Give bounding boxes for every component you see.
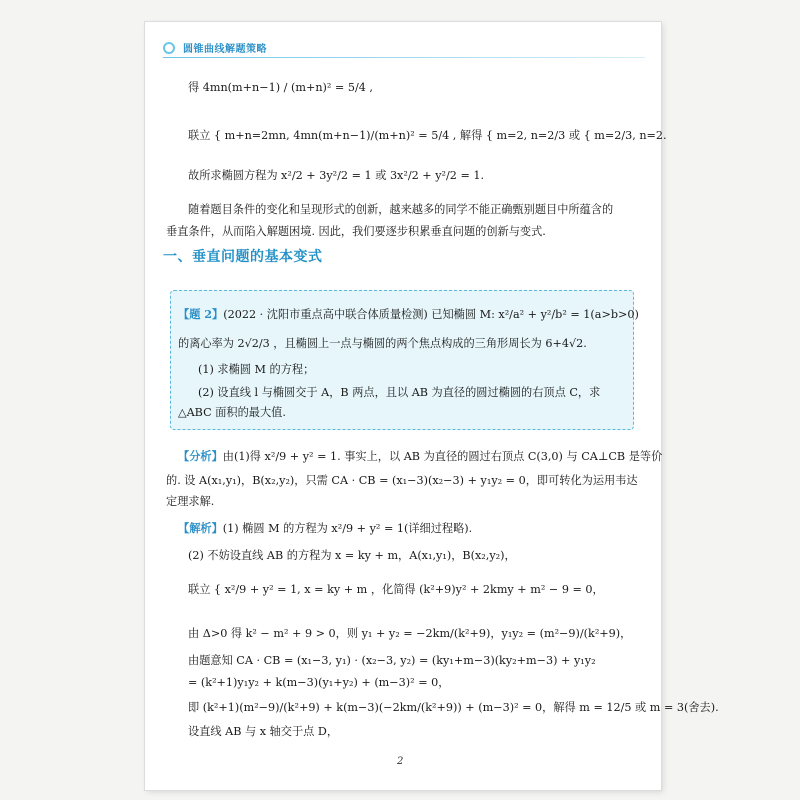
analysis-line-2: 的. 设 A(x₁,y₁)，B(x₂,y₂)，只需 CA · CB = (x₁−3)(x₂−3) + y₁y₂ = 0，即可转化为运用韦达 [166,474,638,487]
problem-line-1 [178,306,639,323]
equation-line-2: 联立 { m+n=2mn, 4mn(m+n−1)/(m+n)² = 5/4 , 解得 { m=2, n=2/3 或 { m=2/3, n=2. [188,129,667,142]
problem-line-3: (1) 求椭圆 M 的方程； [198,363,315,376]
analysis-line-3: 定理求解. [166,495,215,508]
solution-line-8: 设直线 AB 与 x 轴交于点 D， [188,725,339,738]
solution-line-2: (2) 不妨设直线 AB 的方程为 x = ky + m，A(x₁,y₁)，B(x₂,y₂)， [188,549,516,562]
solution-line-4: 由 Δ>0 得 k² − m² + 9 > 0，则 y₁ + y₂ = −2km/(k²+9)，y₁y₂ = (m²−9)/(k²+9)， [188,627,632,640]
analysis-tag: 【分析】 [178,449,223,463]
header-title: 圆锥曲线解题策略 [183,44,267,55]
solution-line-1 [178,520,472,537]
equation-line-3: 故所求椭圆方程为 x²/2 + 3y²/2 = 1 或 3x²/2 + y²/2 = 1. [188,169,485,182]
solution-line-3: 联立 { x²/9 + y² = 1, x = ky + m ，化简得 (k²+9)y² + 2kmy + m² − 9 = 0， [188,583,604,596]
equation-line-1: 得 4mn(m+n−1) / (m+n)² = 5/4 , [188,81,373,94]
section-title: 一、垂直问题的基本变式 [163,249,323,265]
circle-icon [163,42,179,54]
problem-tag: 【题 2】 [178,307,224,321]
problem-line-4: (2) 设直线 l 与椭圆交于 A，B 两点，且以 AB 为直径的圆过椭圆的右顶点 C，求 [198,386,601,399]
problem-line-5: △ABC 面积的最大值. [178,406,286,419]
paragraph-line-2: 垂直条件，从而陷入解题困境. 因此，我们要逐步积累垂直问题的创新与变式. [166,225,546,238]
running-header [163,40,267,55]
solution-line-5: 由题意知 CA · CB = (x₁−3, y₁) · (x₂−3, y₂) = (ky₁+m−3)(ky₂+m−3) + y₁y₂ [188,654,596,667]
solution-text-1: (1) 椭圆 M 的方程为 x²/9 + y² = 1(详细过程略). [222,522,473,535]
solution-tag: 【解析】 [178,521,223,535]
header-rule [163,57,645,58]
page-number: 2 [397,756,404,767]
problem-line-2: 的离心率为 2√2/3 ，且椭圆上一点与椭圆的两个焦点构成的三角形周长为 6+4√2. [178,337,587,350]
paragraph-line-1: 随着题目条件的变化和呈现形式的创新，越来越多的同学不能正确甄别题目中所蕴含的 [188,203,614,216]
analysis-text-1: 由(1)得 x²/9 + y² = 1. 事实上，以 AB 为直径的圆过右顶点 C(3,0) 与 CA⊥CB 是等价 [222,450,663,463]
problem-text-1: (2022 · 沈阳市重点高中联合体质量检测) 已知椭圆 M: x²/a² + y²/b² = 1(a>b>0) [223,308,639,321]
analysis-line-1 [178,448,662,465]
solution-line-6: = (k²+1)y₁y₂ + k(m−3)(y₁+y₂) + (m−3)² = 0， [188,676,450,689]
solution-line-7: 即 (k²+1)(m²−9)/(k²+9) + k(m−3)(−2km/(k²+9)) + (m−3)² = 0，解得 m = 12/5 或 m = 3(舍去). [188,701,719,714]
